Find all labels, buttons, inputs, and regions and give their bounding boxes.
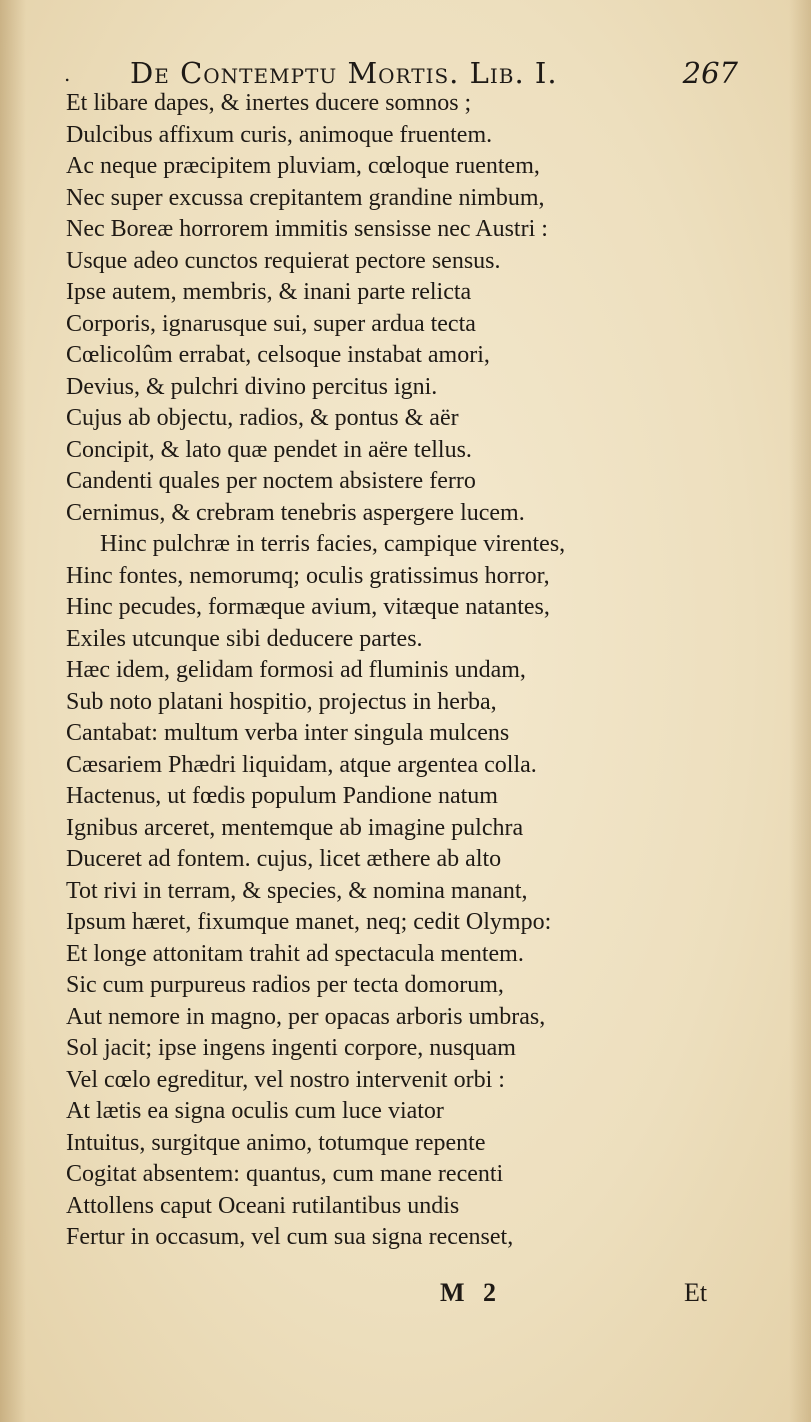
verse-line-28: Et longe attonitam trahit ad spectacula mentem. <box>66 940 524 967</box>
verse-line-7: Ipse autem, membris, & inani parte relicta <box>66 279 472 305</box>
verse-line-17: Hinc pecudes, formæque avium, vitæque natantes, <box>66 594 550 620</box>
verse-line-34: Intuitus, surgitque animo, totumque repente <box>66 1129 486 1156</box>
header-mark: . <box>64 62 71 86</box>
verse-line-15: Hinc pulchræ in terris facies, campique virentes, <box>100 531 566 557</box>
catchword: Et <box>684 1278 708 1307</box>
verse-line-4: Nec super excussa crepitantem grandine nimbum, <box>66 184 545 211</box>
verse-line-36: Attollens caput Oceani rutilantibus undis <box>66 1192 460 1219</box>
verse-line-20: Sub noto platani hospitio, projectus in herba, <box>66 688 497 715</box>
verse-line-30: Aut nemore in magno, per opacas arboris umbras, <box>66 1003 546 1030</box>
verse-line-6: Usque adeo cunctos requierat pectore sensus. <box>66 247 501 274</box>
verse-line-18: Exiles utcunque sibi deducere partes. <box>66 625 423 652</box>
verse-line-13: Candenti quales per noctem absistere ferro <box>66 468 476 494</box>
verse-line-2: Dulcibus affixum curis, animoque fruentem. <box>66 121 493 148</box>
verse-line-37: Fertur in occasum, vel cum sua signa recenset, <box>66 1224 514 1250</box>
page-footer <box>0 1278 811 1318</box>
verse-line-32: Vel cœlo egreditur, vel nostro intervenit orbi : <box>66 1066 505 1093</box>
verse-line-31: Sol jacit; ipse ingens ingenti corpore, nusquam <box>66 1035 516 1061</box>
verse-line-3: Ac neque præcipitem pluviam, cœloque ruentem, <box>66 153 540 179</box>
verse-line-9: Cœlicolûm errabat, celsoque instabat amori, <box>66 342 490 368</box>
verse-text <box>66 88 756 1254</box>
verse-line-19: Hæc idem, gelidam formosi ad fluminis undam, <box>66 657 526 683</box>
verse-line-16: Hinc fontes, nemorumq; oculis gratissimus horror, <box>66 562 550 589</box>
verse-line-33: At lætis ea signa oculis cum luce viator <box>66 1098 444 1124</box>
verse-line-5: Nec Boreæ horrorem immitis sensisse nec Austri : <box>66 216 548 242</box>
verse-line-24: Ignibus arceret, mentemque ab imagine pulchra <box>66 814 524 841</box>
verse-line-10: Devius, & pulchri divino percitus igni. <box>66 373 438 400</box>
verse-line-22: Cæsariem Phædri liquidam, atque argentea colla. <box>66 751 537 778</box>
verse-line-23: Hactenus, ut fœdis populum Pandione natum <box>66 783 498 809</box>
verse-line-26: Tot rivi in terram, & species, & nomina manant, <box>66 877 528 904</box>
verse-line-8: Corporis, ignarusque sui, super ardua tecta <box>66 310 476 337</box>
verse-line-21: Cantabat: multum verba inter singula mulcens <box>66 720 510 746</box>
running-title: De Contemptu Mortis. Lib. I. <box>130 56 558 90</box>
verse-line-1: Et libare dapes, & inertes ducere somnos ; <box>66 90 472 116</box>
verse-line-35: Cogitat absentem: quantus, cum mane recenti <box>66 1161 504 1187</box>
verse-line-29: Sic cum purpureus radios per tecta domorum, <box>66 972 504 998</box>
page-number: 267 <box>682 56 738 90</box>
signature-mark: M 2 <box>440 1278 503 1307</box>
verse-line-11: Cujus ab objectu, radios, & pontus & aër <box>66 405 459 431</box>
verse-line-12: Concipit, & lato quæ pendet in aëre tellus. <box>66 436 472 463</box>
verse-line-27: Ipsum hæret, fixumque manet, neq; cedit Olympo: <box>66 909 552 935</box>
verse-line-14: Cernimus, & crebram tenebris aspergere lucem. <box>66 499 525 526</box>
verse-line-25: Duceret ad fontem. cujus, licet æthere ab alto <box>66 846 502 872</box>
